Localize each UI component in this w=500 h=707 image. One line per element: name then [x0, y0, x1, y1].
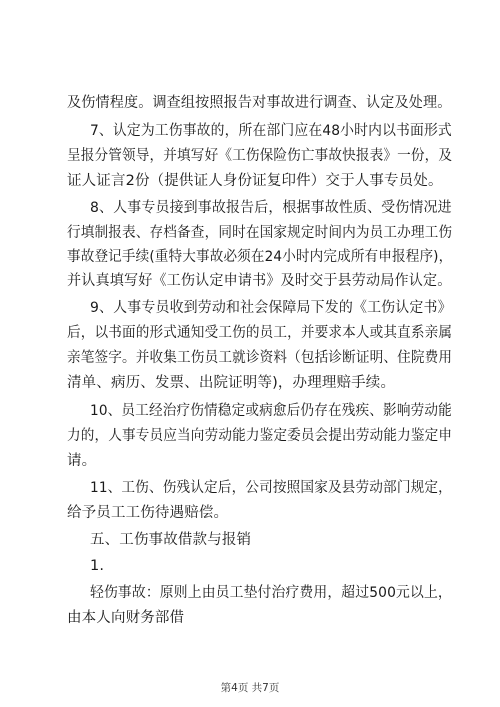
text-line: 事故登记手续(重特大事故必须在24小时内完成所有申报程序)， [67, 249, 453, 265]
text-line: 由本人向财务部借 [67, 610, 185, 626]
text-line: 轻伤事故：原则上由员工垫付治疗费用，超过500元以上， [90, 585, 452, 601]
text-line: 9、人事专员收到劳动和社会保障局下发的《工伤认定书》 [90, 300, 452, 316]
text-line: 8、人事专员接到事故报告后，根据事故性质、受伤情况进 [90, 200, 452, 216]
text-line: 11、工伤、伤残认定后，公司按照国家及县劳动部门规定， [90, 480, 452, 496]
text-line: 清单、病历、发票、出院证明等)，办理理赔手续。 [67, 375, 396, 391]
text-line: 呈报分管领导，并填写好《工伤保险伤亡事故快报表》一份，及 [67, 148, 453, 164]
text-line: 证人证言2份（提供证人身份证复印件）交于人事专员处。 [67, 173, 443, 189]
text-line: 给予员工工伤待遇赔偿。 [67, 505, 229, 521]
text-line: 并认真填写好《工伤认定申请书》及时交于县劳动局作认定。 [67, 273, 452, 289]
text-line: 请。 [67, 453, 97, 469]
text-line: 后，以书面的形式通知受工伤的员工，并要求本人或其直系亲属 [67, 325, 453, 341]
page-footer: 第4页 共7页 [220, 682, 280, 694]
text-line: 力的，人事专员应当向劳动能力鉴定委员会提出劳动能力鉴定申 [67, 428, 453, 444]
section-heading: 五、工伤事故借款与报销 [90, 532, 252, 548]
text-line: 10、员工经治疗伤情稳定或病愈后仍存在残疾、影响劳动能 [90, 403, 452, 419]
text-line: 行填制报表、存档备查，同时在国家规定时间内为员工办理工伤 [67, 225, 453, 241]
text-line: 及伤情程度。调查组按照报告对事故进行调查、认定及处理。 [67, 95, 452, 111]
text-line: 亲笔签字。并收集工伤员工就诊资料（包括诊断证明、住院费用 [67, 350, 453, 366]
list-number: 1. [90, 558, 105, 574]
text-line: 7、认定为工伤事故的，所在部门应在48小时内以书面形式 [90, 123, 452, 139]
